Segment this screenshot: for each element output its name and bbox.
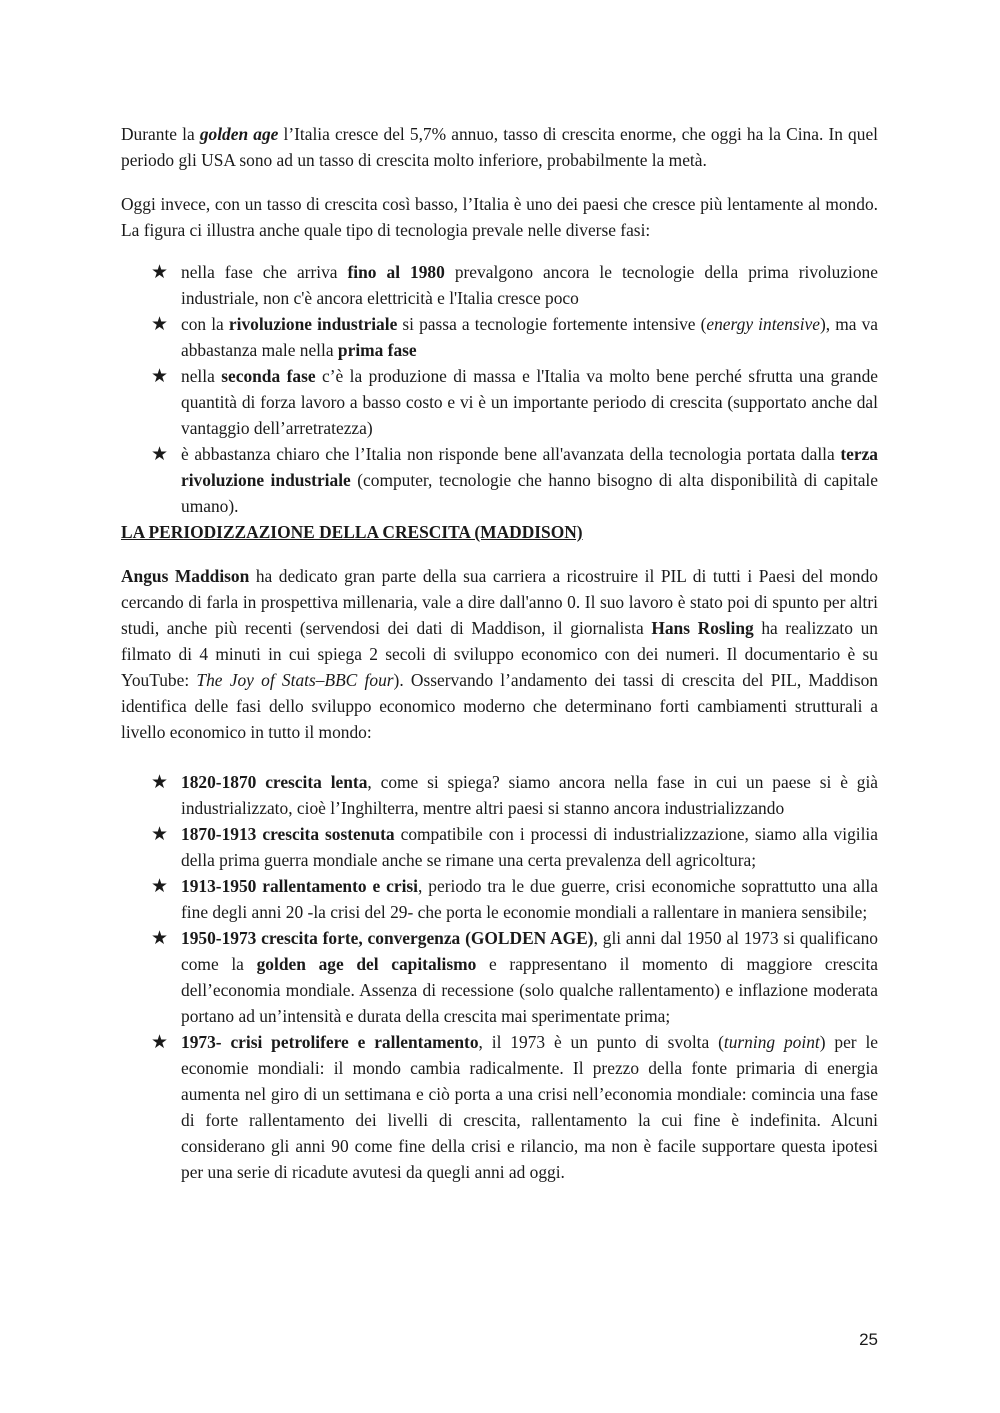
text: (computer, tecnologie che hanno bisogno di alta disponibilità di capitale umano). (181, 470, 878, 516)
text: ). Osservando l’andamento dei tassi di crescita del PIL, Maddison identifica delle fasi dello sviluppo economico moderno che determinano forti cambiamenti strutturali a livello economico in tutto il mondo: (121, 670, 878, 742)
paragraph-maddison (121, 563, 878, 745)
text: , gli anni dal 1950 al 1973 si qualificano come la (181, 928, 878, 974)
text: l’Italia cresce del 5,7% annuo, tasso di crescita enorme, che oggi ha la Cina. In quel periodo gli USA sono ad un tasso di crescita molto inferiore, probabilmente la metà. (121, 124, 878, 170)
list-item (121, 363, 878, 441)
video-title: The Joy of Stats–BBC four (196, 670, 394, 690)
bold-text: 1950-1973 crescita forte, convergenza (GOLDEN AGE) (181, 928, 594, 948)
star-bullet-icon: ★ (151, 927, 169, 949)
star-bullet-icon: ★ (151, 313, 169, 335)
bold-text: terza rivoluzione industriale (181, 444, 878, 490)
page-content (121, 121, 878, 1185)
text: e rappresentano il momento di maggiore crescita dell’economia mondiale. Assenza di recessione (solo qualche rallentamento) e inflazione moderata portano ad un’intensità e durata della crescita mai sperimentate prima; (181, 954, 879, 1026)
section-heading: LA PERIODIZZAZIONE DELLA CRESCITA (MADDISON) (121, 522, 583, 542)
text: compatibile con i processi di industrializzazione, siamo alla vigilia della prima guerra mondiale anche se rimane una certa prevalenza dell agricoltura; (181, 824, 878, 870)
star-bullet-icon: ★ (151, 1031, 169, 1053)
paragraph-today (121, 191, 878, 243)
bold-text: 1820-1870 crescita lenta (181, 772, 368, 792)
text: , come si spiega? siamo ancora nella fase in cui un paese si è già industrializzato, cioè l’Inghilterra, mentre altri paesi si stanno ancora industrializzando (181, 772, 879, 818)
star-bullet-icon: ★ (151, 261, 169, 283)
list-item (121, 925, 878, 1029)
text: Oggi invece, con un tasso di crescita così basso, l’Italia è uno dei paesi che cresce più lentamente al mondo. La figura ci illustra anche quale tipo di tecnologia prevale nelle diverse fasi: (121, 194, 878, 240)
list-item (121, 1029, 878, 1185)
text: nella fase che arriva (181, 262, 348, 282)
golden-age-term: golden age (199, 124, 279, 144)
bold-text: fino al 1980 (347, 262, 445, 282)
bold-text: Angus Maddison (121, 566, 250, 586)
star-bullet-icon: ★ (151, 365, 169, 387)
text: c’è la produzione di massa e l'Italia va molto bene perché sfrutta una grande quantità di forza lavoro a basso costo e vi è un importante periodo di crescita (supportato anche dal vantaggio dell’arretratezza) (181, 366, 878, 438)
list-item (121, 441, 878, 519)
bold-text: 1973- crisi petrolifere e rallentamento (181, 1032, 479, 1052)
star-bullet-icon: ★ (151, 443, 169, 465)
bold-text: 1913-1950 rallentamento e crisi (181, 876, 419, 896)
text: con la (181, 314, 229, 334)
page-number: 25 (859, 1330, 878, 1349)
italic-text: energy intensive (706, 314, 820, 334)
bold-text: prima fase (337, 340, 417, 360)
text: , il 1973 è un punto di svolta ( (478, 1032, 724, 1052)
text: nella (181, 366, 222, 386)
text: Durante la (121, 124, 200, 144)
bold-text: Hans Rosling (651, 618, 754, 638)
text: ), ma va abbastanza male nella (181, 314, 879, 360)
text: ha dedicato gran parte della sua carriera a ricostruire il PIL di tutti i Paesi del mondo cercando di farla in prospettiva millenaria, vale a dire dall'anno 0. Il suo lavoro è stato poi di spunto per altri studi, anche più recenti (servendosi dei dati di Maddison, il giornalista (121, 566, 878, 638)
text: prevalgono ancora le tecnologie della prima rivoluzione industriale, non c'è ancora elettricità e l'Italia cresce poco (181, 262, 878, 308)
text: è abbastanza chiaro che l’Italia non risponde bene all'avanzata della tecnologia portata dalla (181, 444, 841, 464)
periods-list (121, 769, 878, 1185)
bold-text: 1870-1913 crescita sostenuta (181, 824, 395, 844)
bold-text: golden age del capitalismo (256, 954, 477, 974)
technology-list (121, 259, 878, 519)
bold-text: seconda fase (221, 366, 316, 386)
italic-text: turning point (723, 1032, 820, 1052)
text: si passa a tecnologie fortemente intensive ( (397, 314, 707, 334)
list-item (121, 259, 878, 311)
list-item (121, 311, 878, 363)
paragraph-golden-age (121, 121, 878, 173)
star-bullet-icon: ★ (151, 823, 169, 845)
text: , periodo tra le due guerre, crisi economiche soprattutto una alla fine degli anni 20 -la crisi del 29- che porta le economie mondiali a rallentare in maniera sensibile; (181, 876, 878, 922)
list-item (121, 873, 878, 925)
star-bullet-icon: ★ (151, 875, 169, 897)
text: ) per le economie mondiali: il mondo cambia radicalmente. Il prezzo della fonte primaria di energia aumenta nel giro di un settimana e ciò porta a una crisi nell’economia mondiale: comincia una fase di forte rallentamento dei livelli di crescita, rallentamento la cui fine è indefinita. Alcuni considerano gli anni 90 come fine della crisi e rilancio, ma non è facile supportare questa ipotesi per una serie di ricadute avutesi da quegli anni ad oggi. (181, 1032, 879, 1182)
star-bullet-icon: ★ (151, 771, 169, 793)
bold-text: rivoluzione industriale (228, 314, 398, 334)
list-item (121, 769, 878, 821)
list-item (121, 821, 878, 873)
text: ha realizzato un filmato di 4 minuti in cui spiega 2 secoli di sviluppo economico con dei numeri. Il documentario è su YouTube: (121, 618, 878, 690)
